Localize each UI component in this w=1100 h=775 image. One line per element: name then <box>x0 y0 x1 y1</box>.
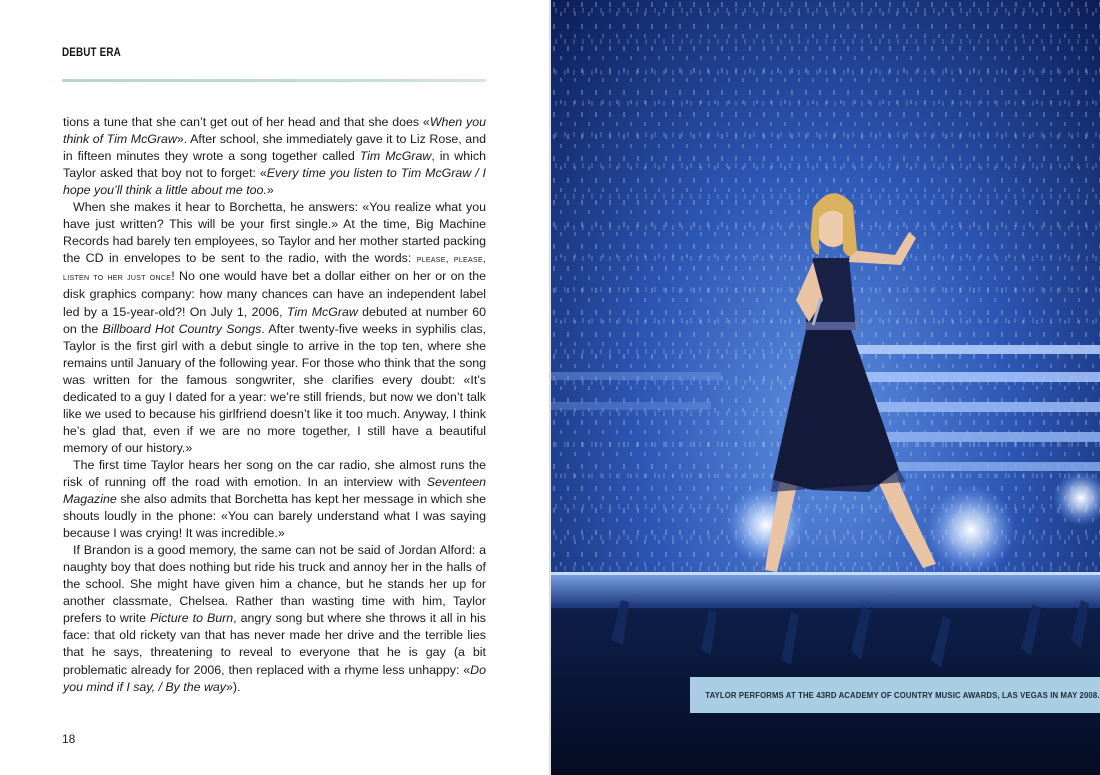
text-run: Billboard Hot Country Songs <box>102 321 262 336</box>
text-run: Do you mind if I say, / By the way <box>63 662 486 694</box>
header-rule <box>62 79 486 82</box>
text-run: »). <box>225 679 241 694</box>
right-page <box>551 0 1100 775</box>
text-run: please, please, listen to her just once <box>63 254 487 284</box>
text-run: The first time Taylor hears her song on the car radio, she almost runs the risk of running off the road with emotion. In an interview with <box>63 457 486 489</box>
text-run: Every time you listen to Tim McGraw / I hope you’ll think a little about me too. <box>63 166 486 198</box>
text-run: tions a tune that she can’t get out of her head and that she does « <box>63 115 430 129</box>
text-run: Seventeen Magazine <box>63 474 486 507</box>
text-run: , angry song but where she throws it all in his face: that old rickety van that has never made her drive and the terrible lies that he says, threatening to reveal to everyone that he is gay (a bit problematic already for 2006, then replaced with a rhyme less unhappy: « <box>63 611 486 677</box>
page-number: 18 <box>62 732 76 746</box>
text-run: , in which Taylor asked that boy not to forget: « <box>63 149 486 181</box>
text-run: When she makes it hear to Borchetta, he answers: «You realize what you have just written? This will be your first single.» At the time, Big Machine Records had barely ten employees, so Taylor and her mother started packing the CD in envelopes to be sent to the radio, with the words: <box>63 200 486 266</box>
paragraph <box>63 457 486 542</box>
text-run: Picture to Burn <box>150 611 234 626</box>
body-text <box>63 114 486 696</box>
text-run: ! No one would have bet a dollar either on her or on the disk graphics company: how many chances can have an independent label led by a 15-year-old?! On July 1, 2006, <box>63 269 486 319</box>
paragraph <box>63 199 486 457</box>
text-run: Tim McGraw <box>359 149 432 164</box>
section-title: DEBUT ERA <box>62 45 121 59</box>
text-run: she also admits that Borchetta has kept her message in which she shouts loudly in the phone: «You can barely understand what I was saying because I was crying! It was incredible.» <box>63 492 486 541</box>
text-run: » <box>266 183 274 198</box>
text-run: Tim McGraw <box>286 304 358 319</box>
text-run: When you think of Tim McGraw <box>63 115 487 147</box>
text-run: If Brandon is a good memory, the same can not be said of Jordan Alford: a naughty boy that does nothing but ride his truck and annoy her in the halls of the school. She might have given him a chance, but he stands her up for another classmate, Chelsea. Rather than wasting time with him, Taylor prefers to write <box>63 543 486 626</box>
photo-caption: TAYLOR PERFORMS AT THE 43RD ACADEMY OF COUNTRY MUSIC AWARDS, LAS VEGAS IN MAY 2008. <box>705 690 1100 700</box>
text-run: ». After school, she immediately gave it to Liz Rose, and in fifteen minutes they wrote a song together called <box>63 132 486 164</box>
concert-photo <box>551 0 1100 775</box>
paragraph <box>63 114 486 199</box>
paragraph <box>63 542 486 695</box>
text-run: debuted at number 60 on the <box>63 304 487 336</box>
text-run: . After twenty-five weeks in syphilis clas, Taylor is the first girl with a debut single to arrive in the top ten, where she remains until January of the following year. For those who think that the song was written for the famous songwriter, she clarifies every doubt: «It’s dedicated to a guy I dated for a year: we’re still friends, but now we don’t talk like we used to because his girlfriend doesn’t like it too much. Anyway, I think he’s glad that, even if we are no more together, I still have a beautiful memory of our history.» <box>63 321 486 455</box>
photo-caption-box <box>690 677 1100 713</box>
